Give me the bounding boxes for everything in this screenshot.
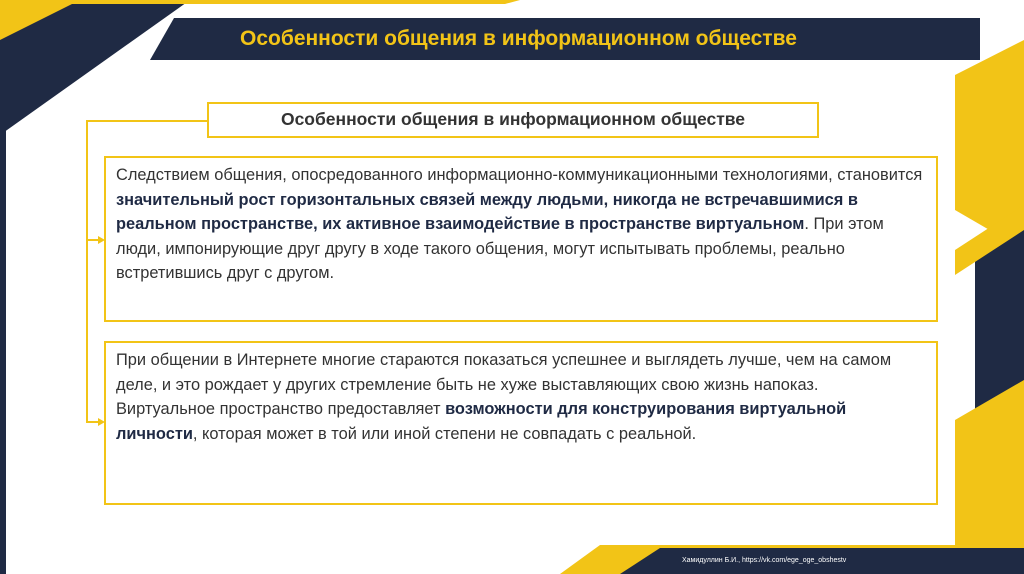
content-box-2 [104,341,938,505]
content-box-1 [104,156,938,322]
deco-navy-left [0,130,6,574]
box2-bold-1: возможности для конструирования виртуальной личности [116,400,847,443]
connector-vertical [86,120,88,422]
footer-credit: Хамидуллин Б.И., https://vk.com/ege_oge_obshestv [682,557,847,564]
page-title: Особенности общения в информационном обществе [240,27,797,50]
box2-text-3: , которая может в той или иной степени не совпадать с реальной. [192,424,697,443]
connector-horizontal-top [86,120,207,122]
box1-text-2: . При этом люди, импонирующие друг другу в ходе такого общения, могут испытывать проблемы, реально встретившись друг с другом. [116,215,884,283]
deco-yellow-stripe-top [0,0,520,4]
box1-text-1: Следствием общения, опосредованного информационно-коммуникационными технологиями, становится [116,166,923,184]
deco-yellow-right-bottom [955,380,1024,574]
box2-text-2: Виртуальное пространство предоставляет [116,400,446,419]
section-subtitle: Особенности общения в информационном обществе [207,102,819,138]
box1-bold-1: значительный рост горизонтальных связей между людьми, никогда не встречавшимися в реальном пространстве, их активное взаимодействие в пространстве виртуальном [116,190,858,234]
box2-text-1: При общении в Интернете многие стараются показаться успешнее и выглядеть лучше, чем на самом деле, и это рождает у других стремление быть не хуже выставляющих свою жизнь напоказ. [116,351,892,394]
